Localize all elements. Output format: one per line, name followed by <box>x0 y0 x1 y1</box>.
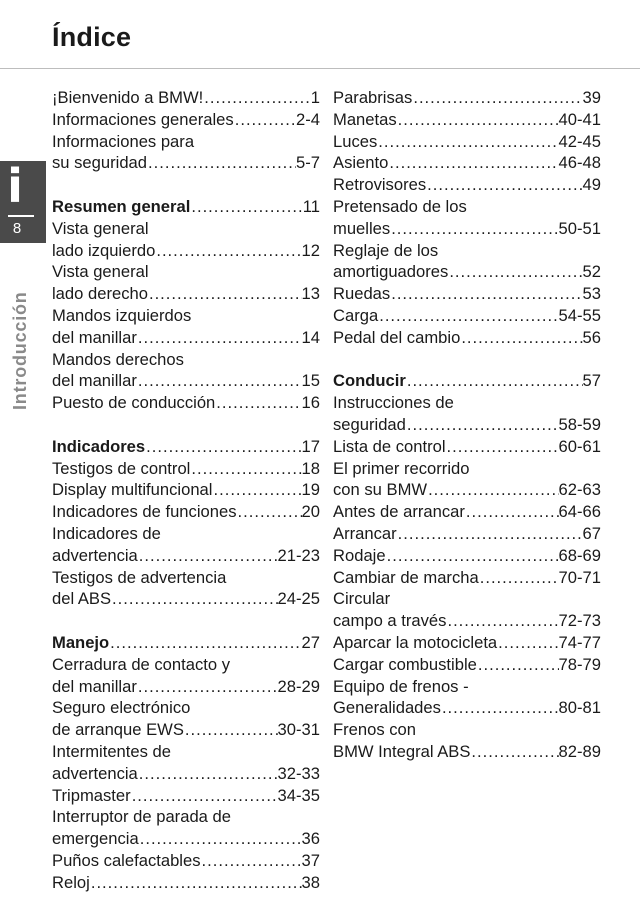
toc-entry[interactable] <box>52 588 320 610</box>
dot-leader <box>446 610 558 632</box>
toc-entry[interactable] <box>52 545 320 567</box>
toc-entry-label: su seguridad <box>52 153 148 173</box>
toc-entry-line: Mandos derechos <box>52 349 184 369</box>
toc-entry[interactable] <box>52 719 320 741</box>
dot-leader <box>406 370 583 392</box>
toc-page-ref: 12 <box>301 240 320 260</box>
toc-entry-label: campo a través <box>333 611 447 631</box>
toc-entry[interactable] <box>52 501 320 523</box>
toc-entry-label: Asiento <box>333 153 389 173</box>
toc-entry[interactable] <box>333 545 601 567</box>
toc-entry[interactable] <box>52 87 320 109</box>
dot-leader <box>137 676 278 698</box>
dot-leader <box>397 109 559 131</box>
toc-page-ref: 27 <box>301 632 320 652</box>
toc-page-ref: 82-89 <box>558 741 601 761</box>
toc-entry[interactable] <box>52 763 320 785</box>
toc-entry-label: con su BMW <box>333 480 428 500</box>
dot-leader <box>234 109 296 131</box>
toc-entry[interactable] <box>333 567 601 589</box>
dot-leader <box>378 305 558 327</box>
info-icon: i <box>7 161 23 213</box>
toc-entry[interactable] <box>333 414 601 436</box>
toc-page-ref: 24-25 <box>277 589 320 609</box>
toc-entry-line: Vista general <box>52 262 149 282</box>
toc-page-ref: 53 <box>582 284 601 304</box>
toc-page-ref: 19 <box>301 480 320 500</box>
toc-entry-line: Circular <box>333 589 391 609</box>
dot-leader <box>427 479 558 501</box>
toc-entry[interactable] <box>333 523 601 545</box>
dot-leader <box>497 632 558 654</box>
toc-entry-line: Instrucciones de <box>333 393 454 413</box>
toc-page-ref: 40-41 <box>558 109 601 129</box>
toc-entry-label: Tripmaster <box>52 785 131 805</box>
toc-page-ref: 18 <box>301 458 320 478</box>
toc-entry-label: Conducir <box>333 371 406 391</box>
toc-entry-line: Seguro electrónico <box>52 698 191 718</box>
toc-entry[interactable] <box>52 458 320 480</box>
toc-entry[interactable] <box>52 152 320 174</box>
toc-page-ref: 20 <box>301 502 320 522</box>
toc-page-ref: 28-29 <box>277 676 320 696</box>
toc-entry-line: Mandos izquierdos <box>52 305 192 325</box>
toc-entry[interactable] <box>333 741 601 763</box>
toc-page-ref: 37 <box>301 850 320 870</box>
toc-entry-label: Ruedas <box>333 284 391 304</box>
toc-page-ref: 64-66 <box>558 502 601 522</box>
toc-page-ref: 15 <box>301 371 320 391</box>
toc-entry-label: lado derecho <box>52 284 148 304</box>
page-number: 8 <box>12 220 22 237</box>
toc-entry-label: Lista de control <box>333 436 446 456</box>
toc-entry-label: de arranque EWS <box>52 720 184 740</box>
toc-page-ref: 2-4 <box>296 109 320 129</box>
toc-page-ref: 54-55 <box>558 305 601 325</box>
toc-page-ref: 57 <box>582 371 601 391</box>
toc-entry[interactable] <box>52 109 320 131</box>
toc-entry[interactable] <box>52 283 320 305</box>
toc-entry[interactable] <box>333 152 601 174</box>
dot-leader <box>470 741 558 763</box>
page-title: Índice <box>52 22 132 52</box>
dot-leader <box>139 828 302 850</box>
dot-leader <box>90 872 302 894</box>
dot-leader <box>145 436 301 458</box>
dot-leader <box>137 327 302 349</box>
toc-page-ref: 1 <box>310 88 320 107</box>
toc-entry-label: Carga <box>333 305 379 325</box>
toc-entry-label: lado izquierdo <box>52 240 156 260</box>
dot-leader <box>237 501 302 523</box>
toc-entry[interactable] <box>333 109 601 131</box>
dot-leader <box>137 370 302 392</box>
dot-leader <box>212 479 301 501</box>
toc-entry[interactable] <box>333 261 601 283</box>
toc-entry-label: Rodaje <box>333 545 386 565</box>
toc-entry-label: Cargar combustible <box>333 654 477 674</box>
toc-page-ref: 38 <box>301 872 320 892</box>
toc-entry-label: Luces <box>333 131 378 151</box>
toc-page-ref: 62-63 <box>558 480 601 500</box>
toc-entry[interactable] <box>333 479 601 501</box>
dot-leader <box>406 414 559 436</box>
toc-entry[interactable] <box>52 392 320 414</box>
toc-entry-line: Informaciones para <box>52 131 195 151</box>
toc-entry[interactable] <box>333 632 601 654</box>
toc-entry[interactable] <box>52 872 320 894</box>
tab-divider <box>8 215 34 217</box>
chapter-label: Introducción <box>10 291 30 410</box>
toc-entry[interactable] <box>333 305 601 327</box>
toc-entry[interactable] <box>333 697 601 719</box>
toc-page-ref: 5-7 <box>296 153 320 173</box>
toc-column-left <box>52 87 320 893</box>
toc-page-ref: 80-81 <box>558 698 601 718</box>
toc-page-ref: 17 <box>301 436 320 456</box>
dot-leader <box>426 174 582 196</box>
toc-entry-label: del manillar <box>52 676 137 696</box>
toc-entry-label: seguridad <box>333 414 406 434</box>
toc-entry-label: muelles <box>333 218 391 238</box>
toc-page-ref: 74-77 <box>558 632 601 652</box>
dot-leader <box>111 588 278 610</box>
chapter-tab <box>0 161 46 243</box>
toc-entry[interactable] <box>333 610 601 632</box>
toc-entry-line: Interruptor de parada de <box>52 807 231 827</box>
dot-leader <box>397 523 583 545</box>
dot-leader <box>147 152 296 174</box>
toc-entry[interactable] <box>333 174 601 196</box>
toc-entry-label: Indicadores de funciones <box>52 502 237 522</box>
toc-section-heading[interactable] <box>333 370 601 392</box>
toc-entry-label: Informaciones generales <box>52 109 234 129</box>
toc-entry-line: Vista general <box>52 218 149 238</box>
toc-entry-line: Equipo de frenos - <box>333 676 469 696</box>
toc-entry[interactable] <box>52 785 320 807</box>
dot-leader <box>390 218 558 240</box>
toc-entry-label: Generalidades <box>333 698 441 718</box>
toc-page-ref: 60-61 <box>558 436 601 456</box>
dot-leader <box>138 545 278 567</box>
toc-entry-label: Retrovisores <box>333 175 427 195</box>
group-spacer <box>333 349 601 371</box>
dot-leader <box>477 654 559 676</box>
toc-entry[interactable] <box>52 850 320 872</box>
dot-leader <box>109 632 301 654</box>
dot-leader <box>377 131 558 153</box>
toc-entry[interactable] <box>52 676 320 698</box>
toc-column-right <box>333 87 601 763</box>
toc-page-ref: 56 <box>582 327 601 347</box>
toc-entry-label: del manillar <box>52 371 137 391</box>
toc-page-ref: 67 <box>582 523 601 543</box>
toc-entry[interactable] <box>333 283 601 305</box>
toc-page-ref: 30-31 <box>277 720 320 740</box>
toc-entry[interactable] <box>333 327 601 349</box>
toc-entry-line: Testigos de advertencia <box>52 567 227 587</box>
dot-leader <box>446 436 559 458</box>
toc-page-ref: 16 <box>301 393 320 413</box>
toc-section-heading[interactable] <box>52 436 320 458</box>
toc-entry-label: Cambiar de marcha <box>333 567 479 587</box>
toc-page-ref: 32-33 <box>277 763 320 783</box>
toc-entry-label: Puños calefactables <box>52 850 201 870</box>
dot-leader <box>131 785 278 807</box>
toc-entry-label: Pedal del cambio <box>333 327 461 347</box>
toc-entry[interactable] <box>52 240 320 262</box>
dot-leader <box>479 567 559 589</box>
dot-leader <box>138 763 278 785</box>
toc-entry-label: ¡Bienvenido a BMW! <box>52 88 204 107</box>
toc-entry-line: El primer recorrido <box>333 458 470 478</box>
toc-entry-line: Indicadores de <box>52 523 161 543</box>
toc-entry-label: BMW Integral ABS <box>333 741 471 761</box>
toc-page-ref: 14 <box>301 327 320 347</box>
dot-leader <box>148 283 302 305</box>
toc-page-ref: 39 <box>582 88 601 107</box>
toc-entry-label: Manetas <box>333 109 397 129</box>
group-spacer <box>52 610 320 632</box>
toc-entry[interactable] <box>52 828 320 850</box>
toc-entry-label: advertencia <box>52 545 138 565</box>
toc-entry-label: del manillar <box>52 327 137 347</box>
dot-leader <box>215 392 301 414</box>
toc-entry-label: emergencia <box>52 829 139 849</box>
dot-leader <box>448 261 582 283</box>
toc-entry-label: advertencia <box>52 763 138 783</box>
dot-leader <box>190 458 301 480</box>
toc-entry[interactable] <box>52 479 320 501</box>
group-spacer <box>52 174 320 196</box>
toc-entry-line: Intermitentes de <box>52 741 171 761</box>
dot-leader <box>203 87 311 109</box>
dot-leader <box>184 719 278 741</box>
toc-entry[interactable] <box>52 370 320 392</box>
dot-leader <box>441 697 559 719</box>
toc-entry[interactable] <box>333 131 601 153</box>
toc-section-heading[interactable] <box>52 632 320 654</box>
toc-entry[interactable] <box>52 327 320 349</box>
dot-leader <box>190 196 302 218</box>
toc-section-heading[interactable] <box>52 196 320 218</box>
toc-entry[interactable] <box>333 654 601 676</box>
dot-leader <box>386 545 559 567</box>
toc-entry-label: Parabrisas <box>333 88 413 107</box>
toc-page-ref: 49 <box>582 175 601 195</box>
toc-entry-label: Antes de arrancar <box>333 502 465 522</box>
toc-entry-label: del ABS <box>52 589 112 609</box>
toc-entry[interactable] <box>333 218 601 240</box>
toc-page-ref: 11 <box>302 196 320 216</box>
toc-entry-label: Reloj <box>52 872 90 892</box>
dot-leader <box>155 240 301 262</box>
toc-entry-line: Frenos con <box>333 720 417 740</box>
toc-page-ref: 72-73 <box>558 611 601 631</box>
dot-leader <box>412 87 582 109</box>
dot-leader <box>201 850 302 872</box>
toc-page-ref: 13 <box>301 284 320 304</box>
toc-page-ref: 21-23 <box>277 545 320 565</box>
title-divider <box>0 68 640 69</box>
dot-leader <box>388 152 558 174</box>
toc-entry[interactable] <box>333 501 601 523</box>
toc-page-ref: 52 <box>582 262 601 282</box>
toc-entry-line: Pretensado de los <box>333 196 467 216</box>
toc-entry-label: Indicadores <box>52 436 146 456</box>
toc-page-ref: 50-51 <box>558 218 601 238</box>
toc-page-ref: 36 <box>301 829 320 849</box>
toc-entry-label: Aparcar la motocicleta <box>333 632 498 652</box>
toc-page-ref: 58-59 <box>558 414 601 434</box>
dot-leader <box>390 283 582 305</box>
toc-page-ref: 46-48 <box>558 153 601 173</box>
toc-entry-label: Resumen general <box>52 196 191 216</box>
toc-entry[interactable] <box>333 87 601 109</box>
toc-entry-label: Display multifuncional <box>52 480 213 500</box>
toc-entry-label: Testigos de control <box>52 458 191 478</box>
toc-entry-label: Puesto de conducción <box>52 393 216 413</box>
dot-leader <box>465 501 559 523</box>
toc-entry-line: Cerradura de contacto y <box>52 654 231 674</box>
toc-entry-label: amortiguadores <box>333 262 449 282</box>
dot-leader <box>460 327 582 349</box>
toc-page-ref: 78-79 <box>558 654 601 674</box>
toc-entry-label: Arrancar <box>333 523 397 543</box>
toc-page-ref: 68-69 <box>558 545 601 565</box>
toc-page-ref: 42-45 <box>558 131 601 151</box>
toc-page-ref: 70-71 <box>558 567 601 587</box>
toc-page-ref: 34-35 <box>277 785 320 805</box>
toc-entry-label: Manejo <box>52 632 110 652</box>
toc-entry-line: Reglaje de los <box>333 240 439 260</box>
toc-entry[interactable] <box>333 436 601 458</box>
group-spacer <box>52 414 320 436</box>
